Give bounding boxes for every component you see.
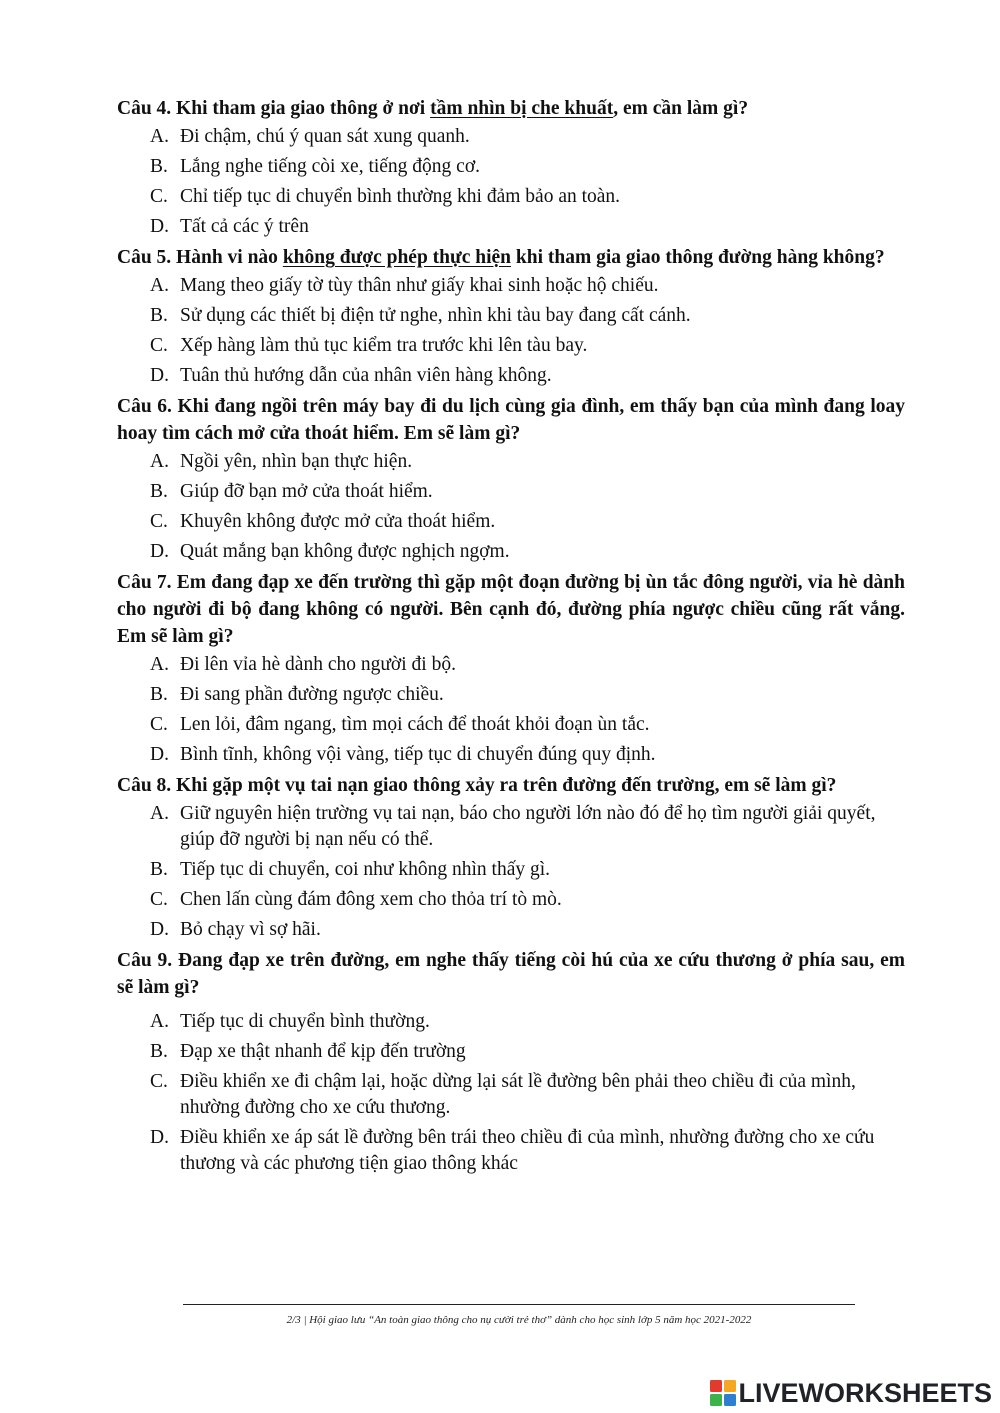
answer-option[interactable] xyxy=(117,449,905,475)
option-text: Khuyên không được mở cửa thoát hiểm. xyxy=(180,511,496,532)
option-letter: D. xyxy=(150,541,169,562)
option-letter: A. xyxy=(150,654,169,675)
answer-option[interactable] xyxy=(117,184,905,210)
option-letter: D. xyxy=(150,1127,169,1148)
option-letter: A. xyxy=(150,275,169,296)
question-title xyxy=(117,569,905,650)
option-text: Bình tĩnh, không vội vàng, tiếp tục di chuyển đúng quy định. xyxy=(180,744,656,765)
option-text: Len lỏi, đâm ngang, tìm mọi cách để thoát khỏi đoạn ùn tắc. xyxy=(180,714,650,735)
question-text: Câu 4. Khi tham gia giao thông ở nơi xyxy=(117,98,431,119)
answer-option[interactable] xyxy=(117,1125,905,1177)
option-letter: B. xyxy=(150,859,168,880)
question-q4 xyxy=(117,95,905,240)
liveworksheets-logo-icon xyxy=(710,1380,736,1406)
question-text: , em cần làm gì? xyxy=(613,98,749,119)
option-text: Chỉ tiếp tục di chuyển bình thường khi đảm bảo an toàn. xyxy=(180,186,621,207)
option-text: Đi chậm, chú ý quan sát xung quanh. xyxy=(180,126,470,147)
option-text: Chen lấn cùng đám đông xem cho thỏa trí tò mò. xyxy=(180,889,562,910)
answer-option[interactable] xyxy=(117,479,905,505)
question-title xyxy=(117,244,905,271)
option-text: Tất cả các ý trên xyxy=(180,216,309,237)
answer-option[interactable] xyxy=(117,652,905,678)
footer-divider xyxy=(183,1304,855,1305)
option-text: Đạp xe thật nhanh để kịp đến trường xyxy=(180,1041,466,1062)
answer-option[interactable] xyxy=(117,214,905,240)
option-text: Bỏ chạy vì sợ hãi. xyxy=(180,919,321,940)
option-text: Ngồi yên, nhìn bạn thực hiện. xyxy=(180,451,413,472)
option-letter: B. xyxy=(150,156,168,177)
watermark-text: LIVEWORKSHEETS xyxy=(738,1377,992,1408)
option-letter: C. xyxy=(150,186,168,207)
option-letter: C. xyxy=(150,889,168,910)
answer-option[interactable] xyxy=(117,124,905,150)
question-q5 xyxy=(117,244,905,389)
answer-options xyxy=(117,801,905,943)
option-letter: D. xyxy=(150,216,169,237)
option-text: Lắng nghe tiếng còi xe, tiếng động cơ. xyxy=(180,156,481,177)
question-q9 xyxy=(117,947,905,1177)
option-letter: A. xyxy=(150,1011,169,1032)
answer-option[interactable] xyxy=(117,154,905,180)
answer-option[interactable] xyxy=(117,1039,905,1065)
option-letter: B. xyxy=(150,305,168,326)
question-q6 xyxy=(117,393,905,565)
question-title xyxy=(117,772,905,799)
option-letter: B. xyxy=(150,481,168,502)
answer-option[interactable] xyxy=(117,509,905,535)
answer-options xyxy=(117,449,905,565)
option-letter: C. xyxy=(150,1071,168,1092)
underlined-phrase: không được phép thực hiện xyxy=(282,247,511,268)
option-text: Tiếp tục di chuyển, coi như không nhìn thấy gì. xyxy=(180,859,551,880)
question-text: khi tham gia giao thông đường hàng không? xyxy=(511,247,885,268)
answer-option[interactable] xyxy=(117,682,905,708)
option-letter: D. xyxy=(150,365,169,386)
option-letter: B. xyxy=(150,1041,168,1062)
option-text: Tuân thủ hướng dẫn của nhân viên hàng không. xyxy=(180,365,552,386)
question-title xyxy=(117,947,905,1001)
option-text: Điều khiển xe áp sát lề đường bên trái theo chiều đi của mình, nhường đường cho xe cứu thương và các phương tiện giao thông khác xyxy=(180,1127,875,1174)
answer-options xyxy=(117,124,905,240)
option-letter: C. xyxy=(150,335,168,356)
answer-option[interactable] xyxy=(117,1009,905,1035)
answer-option[interactable] xyxy=(117,1069,905,1121)
option-letter: D. xyxy=(150,919,169,940)
option-letter: B. xyxy=(150,684,168,705)
question-title xyxy=(117,95,905,122)
option-letter: A. xyxy=(150,126,169,147)
answer-option[interactable] xyxy=(117,539,905,565)
liveworksheets-watermark xyxy=(710,1376,992,1410)
answer-options xyxy=(117,1009,905,1177)
answer-option[interactable] xyxy=(117,742,905,768)
answer-option[interactable] xyxy=(117,857,905,883)
question-q8 xyxy=(117,772,905,943)
answer-option[interactable] xyxy=(117,801,905,853)
option-text: Tiếp tục di chuyển bình thường. xyxy=(180,1011,430,1032)
answer-option[interactable] xyxy=(117,333,905,359)
footer-text: 2/3 | Hội giao lưu “An toàn giao thông cho nụ cười trẻ thơ” dành cho học sinh lớp 5 năm học 2021-2022 xyxy=(286,1314,752,1326)
question-text: Câu 7. Em đang đạp xe đến trường thì gặp một đoạn đường bị ùn tắc đông người, vỉa hè dành cho người đi bộ đang không có người. Bên cạnh đó, đường phía ngược chiều cũng rất vắng. Em sẽ làm gì? xyxy=(117,572,905,647)
answer-option[interactable] xyxy=(117,917,905,943)
option-letter: C. xyxy=(150,714,168,735)
option-text: Giúp đỡ bạn mở cửa thoát hiểm. xyxy=(180,481,433,502)
question-title xyxy=(117,393,905,447)
option-letter: A. xyxy=(150,803,169,824)
underlined-phrase: tầm nhìn bị che khuất xyxy=(430,98,614,119)
option-text: Đi sang phần đường ngược chiều. xyxy=(180,684,444,705)
option-text: Điều khiển xe đi chậm lại, hoặc dừng lại sát lề đường bên phải theo chiều đi của mình, nhường đường cho xe cứu thương. xyxy=(180,1071,856,1118)
option-text: Sử dụng các thiết bị điện tử nghe, nhìn khi tàu bay đang cất cánh. xyxy=(180,305,691,326)
answer-option[interactable] xyxy=(117,712,905,738)
answer-option[interactable] xyxy=(117,363,905,389)
question-text: Câu 5. Hành vi nào xyxy=(117,247,283,268)
option-text: Quát mắng bạn không được nghịch ngợm. xyxy=(180,541,510,562)
answer-options xyxy=(117,652,905,768)
option-letter: A. xyxy=(150,451,169,472)
answer-option[interactable] xyxy=(117,303,905,329)
option-text: Xếp hàng làm thủ tục kiểm tra trước khi lên tàu bay. xyxy=(180,335,588,356)
option-text: Giữ nguyên hiện trường vụ tai nạn, báo cho người lớn nào đó để họ tìm người giải quyết, giúp đỡ người bị nạn nếu có thể. xyxy=(180,803,876,850)
question-text: Câu 8. Khi gặp một vụ tai nạn giao thông xảy ra trên đường đến trường, em sẽ làm gì? xyxy=(117,775,837,796)
option-text: Đi lên vỉa hè dành cho người đi bộ. xyxy=(180,654,456,675)
question-text: Câu 9. Đang đạp xe trên đường, em nghe thấy tiếng còi hú của xe cứu thương ở phía sau, em sẽ làm gì? xyxy=(117,950,905,998)
answer-option[interactable] xyxy=(117,273,905,299)
option-letter: C. xyxy=(150,511,168,532)
question-text: Câu 6. Khi đang ngồi trên máy bay đi du lịch cùng gia đình, em thấy bạn của mình đang loay hoay tìm cách mở cửa thoát hiểm. Em sẽ làm gì? xyxy=(117,396,905,444)
answer-option[interactable] xyxy=(117,887,905,913)
question-q7 xyxy=(117,569,905,768)
option-letter: D. xyxy=(150,744,169,765)
option-text: Mang theo giấy tờ tùy thân như giấy khai sinh hoặc hộ chiếu. xyxy=(180,275,659,296)
question-list xyxy=(117,95,905,1181)
answer-options xyxy=(117,273,905,389)
